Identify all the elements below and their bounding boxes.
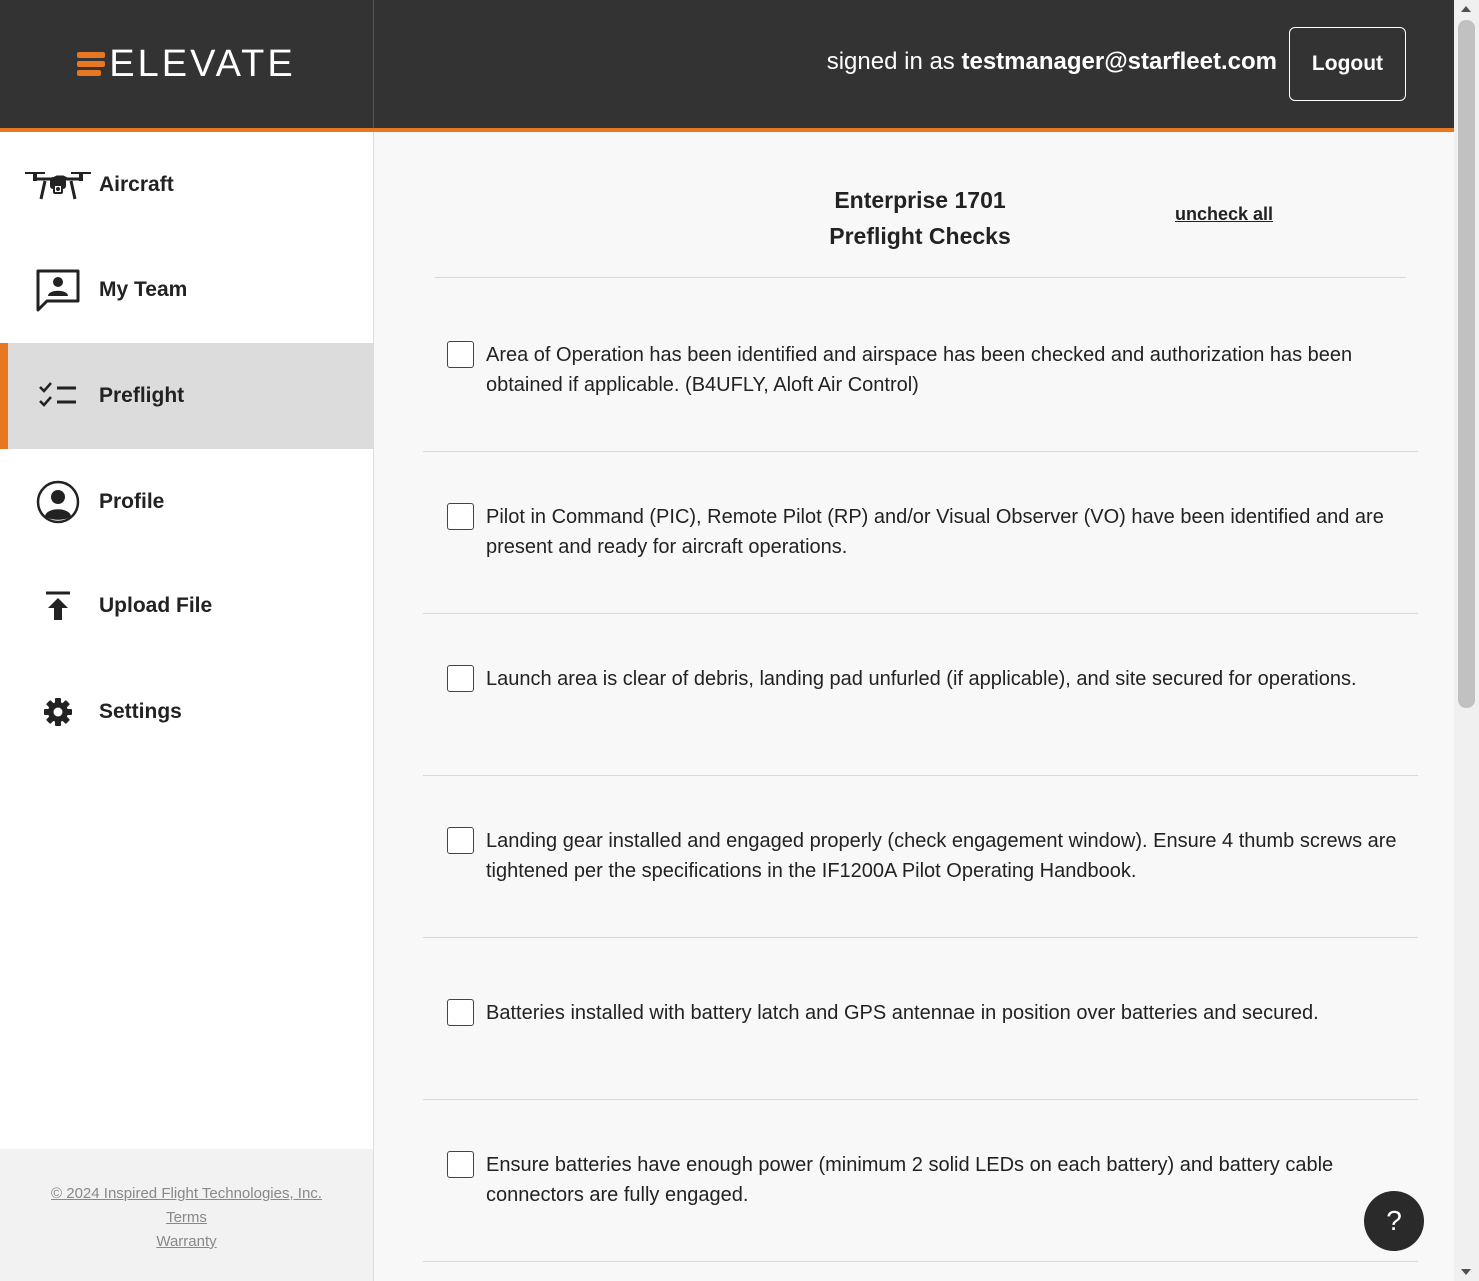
signed-in-status — [827, 48, 1277, 76]
sidebar-item-label: Preflight — [99, 384, 185, 407]
sidebar-item-my-team[interactable] — [0, 237, 374, 343]
gear-icon — [22, 687, 94, 737]
checklist-item — [423, 938, 1418, 1100]
check-item-checkbox[interactable] — [447, 1151, 474, 1178]
check-item-checkbox[interactable] — [447, 341, 474, 368]
page-title — [375, 182, 1465, 254]
check-item-text: Launch area is clear of debris, landing pad unfurled (if applicable), and site secured for operations. — [486, 668, 1357, 690]
drone-icon — [22, 160, 94, 210]
check-item-checkbox[interactable] — [447, 999, 474, 1026]
check-item-checkbox[interactable] — [447, 665, 474, 692]
sidebar-item-preflight[interactable] — [0, 343, 374, 449]
check-item-checkbox[interactable] — [447, 827, 474, 854]
warranty-link[interactable]: Warranty — [156, 1233, 217, 1250]
checklist-title: Preflight Checks — [829, 223, 1011, 249]
upload-icon — [22, 581, 94, 631]
sidebar-item-label: Settings — [99, 700, 182, 723]
brand-logo[interactable] — [0, 0, 374, 128]
uncheck-all-link[interactable]: uncheck all — [1175, 204, 1274, 224]
team-icon — [22, 265, 94, 315]
page-scrollbar[interactable] — [1454, 0, 1479, 1281]
check-item-checkbox[interactable] — [447, 503, 474, 530]
scroll-down-arrow-icon[interactable] — [1461, 1269, 1471, 1275]
help-button[interactable]: ? — [1364, 1191, 1424, 1251]
checklist-item — [423, 776, 1418, 938]
sidebar-item-label: Upload File — [99, 594, 213, 617]
main-content — [375, 132, 1454, 1281]
check-item-text: Ensure batteries have enough power (minimum 2 solid LEDs on each battery) and battery cable connectors are fully engaged. — [486, 1154, 1334, 1206]
checklist-item — [423, 1100, 1418, 1262]
aircraft-name: Enterprise 1701 — [834, 187, 1006, 213]
check-item-text: Landing gear installed and engaged properly (check engagement window). Ensure 4 thumb screws are tightened per the specifications in the IF1200A Pilot Operating Handbook. — [486, 830, 1397, 882]
sidebar-item-label: My Team — [99, 278, 188, 301]
brand-name: ELEVATE — [109, 42, 296, 85]
copyright-link[interactable]: © 2024 Inspired Flight Technologies, Inc. — [51, 1185, 322, 1202]
check-item-text: Area of Operation has been identified and airspace has been checked and authorization has been obtained if applicable. (B4UFLY, Aloft Air Control) — [486, 344, 1353, 396]
sidebar-item-profile[interactable] — [0, 449, 374, 555]
logout-button[interactable]: Logout — [1289, 27, 1406, 101]
sidebar-nav — [0, 132, 374, 1281]
scroll-thumb[interactable] — [1458, 20, 1475, 708]
sidebar-item-label: Aircraft — [99, 173, 174, 196]
logo-mark-icon — [77, 52, 105, 76]
signed-in-prefix: signed in as — [826, 48, 955, 75]
checklist-item — [423, 452, 1418, 614]
sidebar-item-label: Profile — [99, 490, 165, 513]
sidebar-item-upload-file[interactable] — [0, 553, 374, 659]
check-item-text: Pilot in Command (PIC), Remote Pilot (RP) and/or Visual Observer (VO) have been identified and are present and ready for aircraft operations. — [486, 506, 1384, 558]
checklist-item — [423, 278, 1418, 452]
user-email: testmanager@starfleet.com — [961, 48, 1277, 75]
profile-icon — [22, 477, 94, 527]
checklist-icon — [22, 371, 94, 421]
terms-link[interactable]: Terms — [166, 1209, 207, 1226]
sidebar-footer — [0, 1149, 373, 1281]
check-item-text: Batteries installed with battery latch and GPS antennae in position over batteries and secured. — [486, 1002, 1319, 1024]
top-header — [0, 0, 1454, 128]
checklist-item — [423, 614, 1418, 776]
sidebar-item-aircraft[interactable] — [0, 132, 374, 238]
scroll-up-arrow-icon[interactable] — [1461, 6, 1471, 12]
sidebar-item-settings[interactable] — [0, 659, 374, 765]
